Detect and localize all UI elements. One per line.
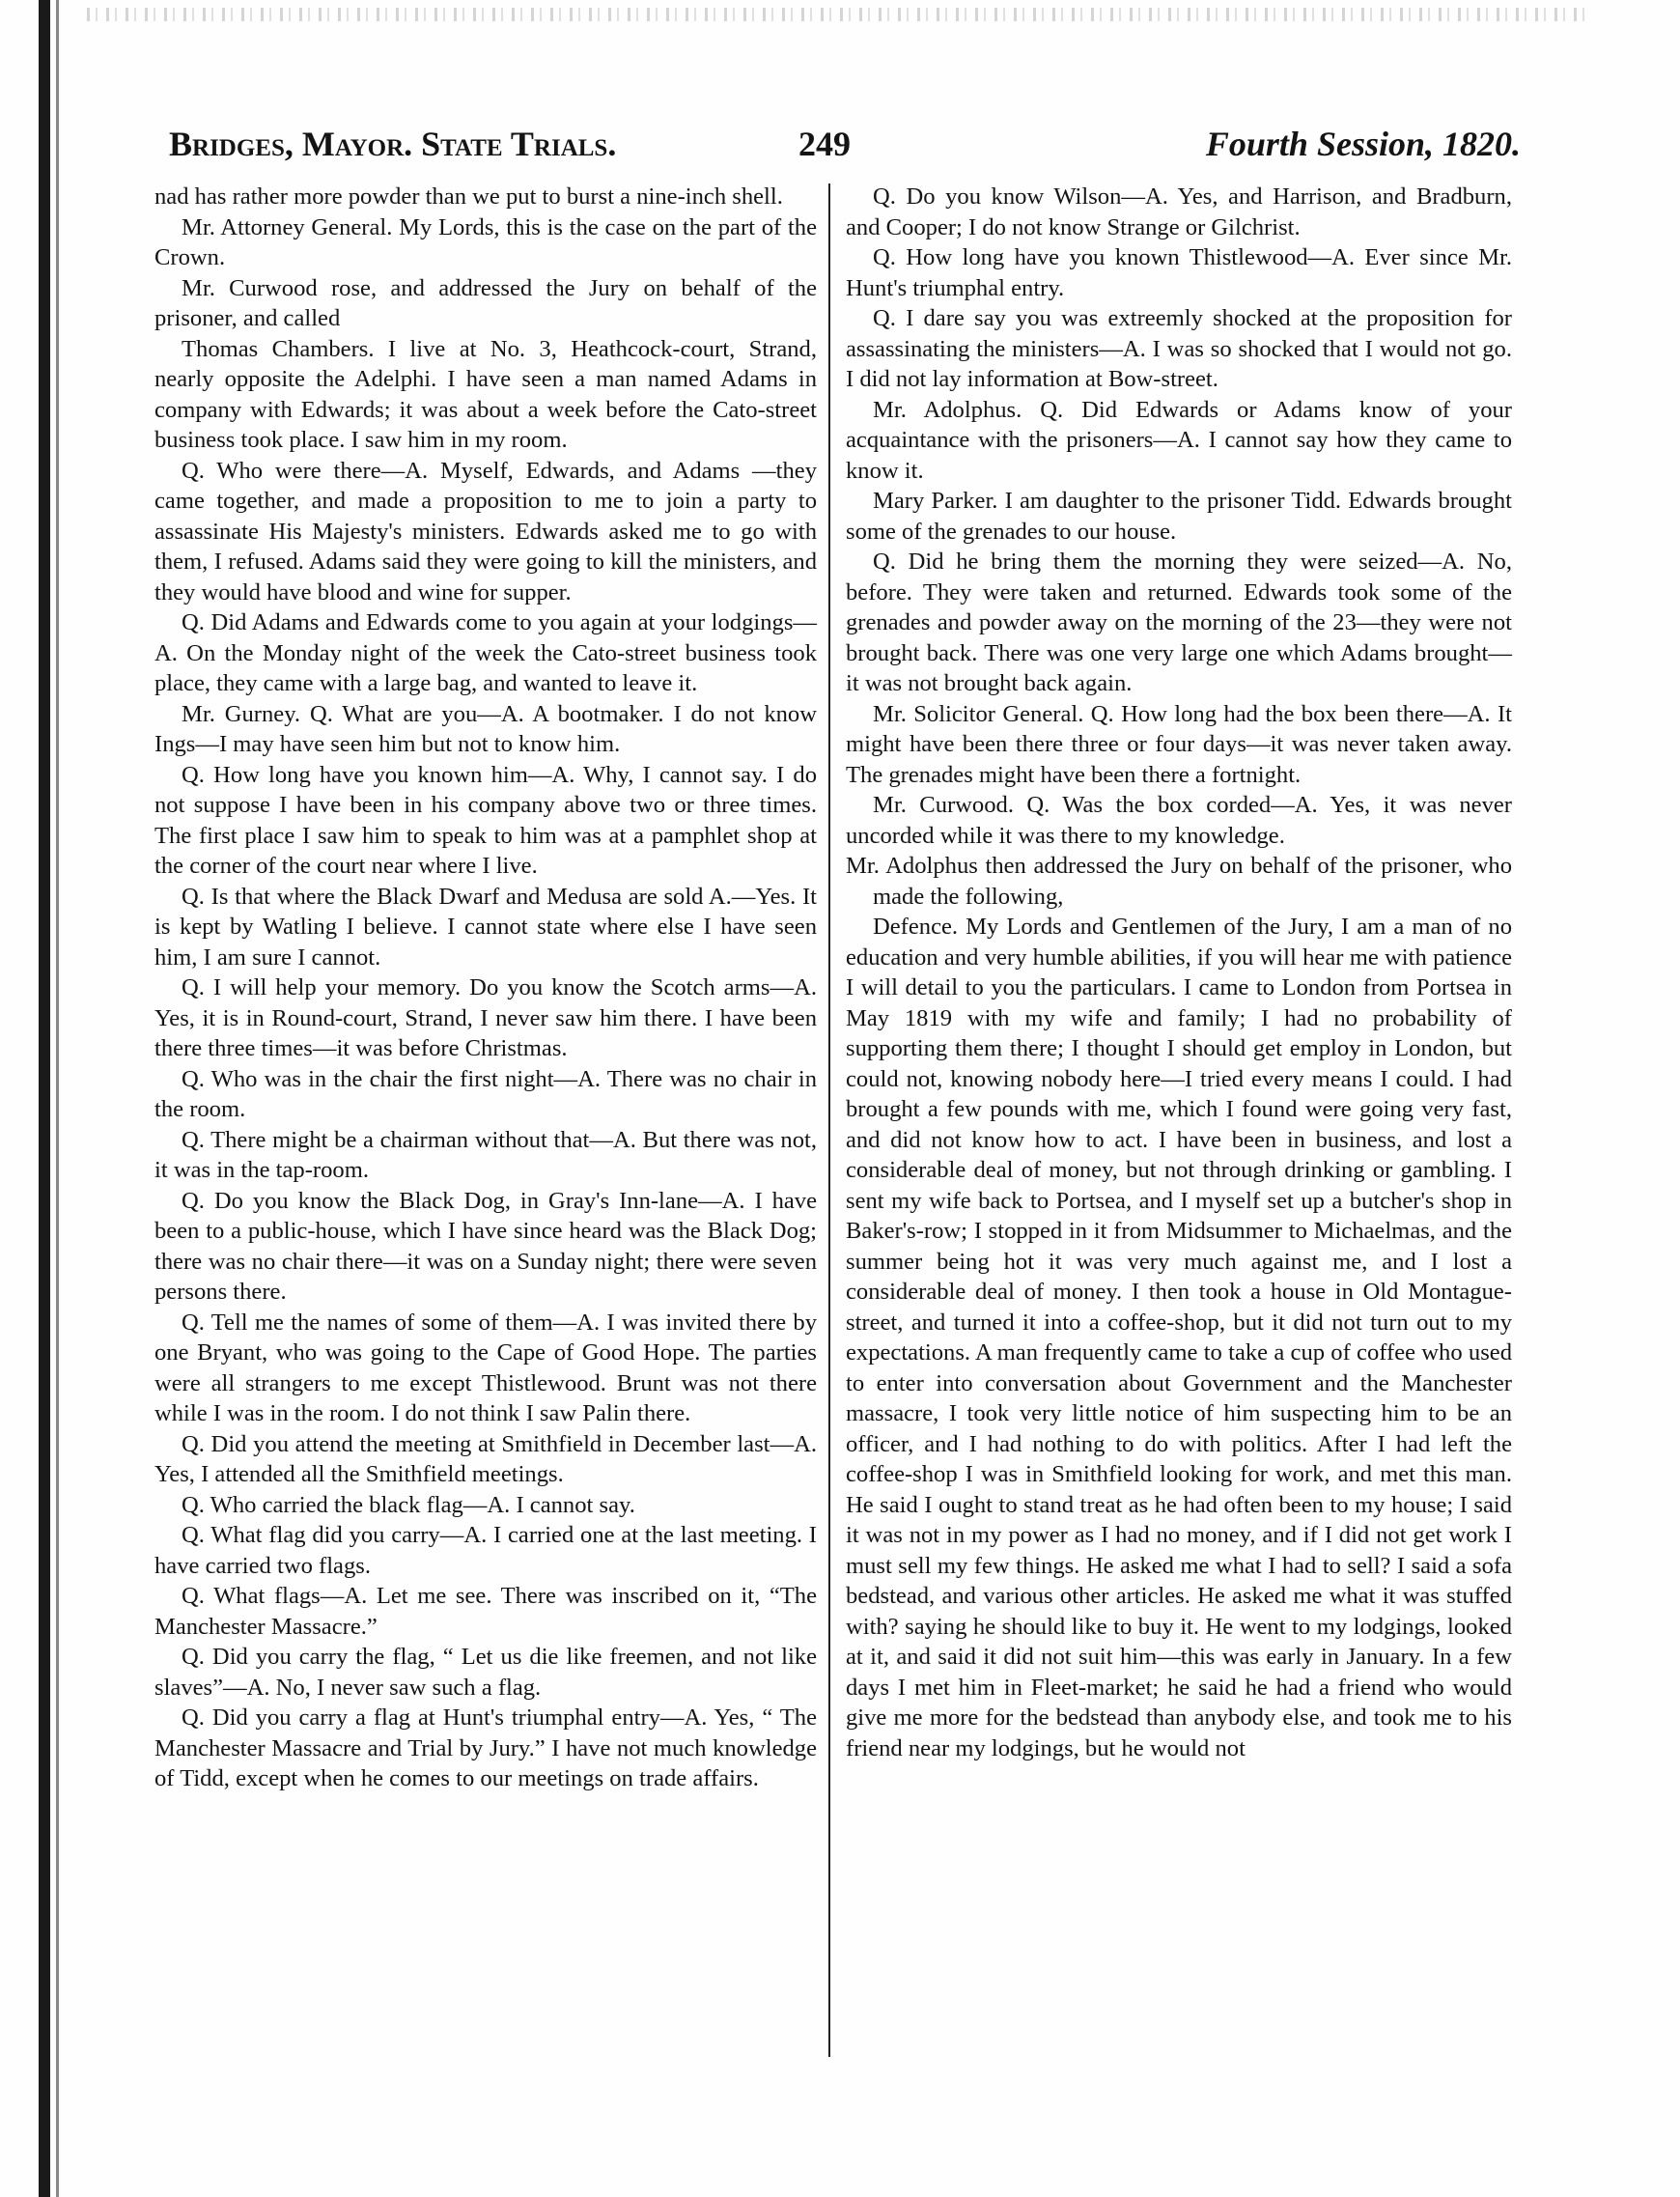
paragraph: Q. Did you carry the flag, “ Let us die like freemen, and not like slaves”—A. No, I never saw such a flag. bbox=[154, 1644, 817, 1701]
page-number: 249 bbox=[798, 125, 851, 163]
paragraph: Mr. Adolphus. Q. Did Edwards or Adams know of your acquaintance with the prisoners—A. I cannot say how they came to know it. bbox=[846, 396, 1512, 484]
paragraph: Q. There might be a chairman without that—A. But there was not, it was in the tap-room. bbox=[154, 1126, 817, 1183]
paragraph: Q. Did he bring them the morning they were seized—A. No, before. They were taken and returned. Edwards took some of the grenades and powder away on the morning of the 23—they were not brought back. There was one very large one which Adams brought—it was not brought back again. bbox=[846, 549, 1512, 696]
paragraph: Q. How long have you known him—A. Why, I cannot say. I do not suppose I have been in his company above two or three times. The first place I saw him to speak to him was at a pamphlet shop at the corner of the court near where I live. bbox=[154, 761, 817, 879]
paragraph: Mr. Curwood rose, and addressed the Jury on behalf of the prisoner, and called bbox=[154, 274, 817, 331]
paragraph: Q. Tell me the names of some of them—A. I was invited there by one Bryant, who was going to the Cape of Good Hope. The parties were all strangers to me except Thistlewood. Brunt was not there while I was in the room. I do not think I saw Palin there. bbox=[154, 1309, 817, 1426]
paragraph: Q. I dare say you was extreemly shocked at the proposition for assassinating the ministers—A. I was so shocked that I would not go. I did not lay information at Bow-street. bbox=[846, 305, 1512, 392]
paragraph: Q. Did you carry a flag at Hunt's triumphal entry—A. Yes, “ The Manchester Massacre and Trial by Jury.” I have not much knowledge of Tidd, except when he comes to our meetings on trade affairs. bbox=[154, 1704, 817, 1791]
paragraph: Mr. Solicitor General. Q. How long had the box been there—A. It might have been there three or four days—it was never taken away. The grenades might have been there a fortnight. bbox=[846, 700, 1512, 788]
paragraph: Mary Parker. I am daughter to the prisoner Tidd. Edwards brought some of the grenades to our house. bbox=[846, 488, 1512, 545]
paragraph: Q. I will help your memory. Do you know the Scotch arms—A. Yes, it is in Round-court, Strand, I never saw him there. I have been there three times—it was before Christmas. bbox=[154, 974, 817, 1061]
paragraph: Thomas Chambers. I live at No. 3, Heathcock-court, Strand, nearly opposite the Adelphi. I have seen a man named Adams in company with Edwards; it was about a week before the Cato-street business took place. I saw him in my room. bbox=[154, 335, 817, 453]
scan-noise bbox=[87, 8, 1593, 21]
paragraph: Mr. Attorney General. My Lords, this is the case on the part of the Crown. bbox=[154, 213, 817, 270]
paragraph: nad has rather more powder than we put to burst a nine-inch shell. bbox=[154, 183, 783, 210]
paragraph: Mr. Adolphus then addressed the Jury on behalf of the prisoner, who made the following, bbox=[846, 853, 1512, 910]
header-right: Fourth Session, 1820. bbox=[1205, 125, 1521, 163]
binding-edge bbox=[39, 0, 50, 2197]
header-left: Bridges, Mayor. State Trials. bbox=[169, 125, 617, 163]
paragraph: Q. What flag did you carry—A. I carried one at the last meeting. I have carried two flags. bbox=[154, 1522, 817, 1579]
left-column bbox=[154, 182, 817, 1794]
paragraph: Q. Is that where the Black Dwarf and Medusa are sold A.—Yes. It is kept by Watling I believe. I cannot state where else I have seen him, I am sure I cannot. bbox=[154, 883, 817, 971]
running-header bbox=[169, 124, 1521, 172]
paragraph: Q. Do you know Wilson—A. Yes, and Harrison, and Bradburn, and Cooper; I do not know Strange or Gilchrist. bbox=[846, 183, 1512, 240]
paragraph: Q. Do you know the Black Dog, in Gray's Inn-lane—A. I have been to a public-house, which I have since heard was the Black Dog; there was no chair there—it was on a Sunday night; there were seven persons there. bbox=[154, 1187, 817, 1305]
column-rule bbox=[828, 183, 830, 2057]
paragraph: Mr. Gurney. Q. What are you—A. A bootmaker. I do not know Ings—I may have seen him but not to know him. bbox=[154, 700, 817, 757]
paragraph: Q. Who carried the black flag—A. I cannot say. bbox=[182, 1491, 635, 1518]
right-column bbox=[846, 182, 1512, 1763]
paragraph: Q. Did you attend the meeting at Smithfield in December last—A. Yes, I attended all the Smithfield meetings. bbox=[154, 1430, 817, 1487]
paragraph: Q. Did Adams and Edwards come to you again at your lodgings—A. On the Monday night of the week the Cato-street business took place, they came with a large bag, and wanted to leave it. bbox=[154, 609, 817, 696]
paragraph: Defence. My Lords and Gentlemen of the Jury, I am a man of no education and very humble abilities, if you will hear me with patience I will detail to you the particulars. I came to London from Portsea in May 1819 with my wife and family; I had no probability of supporting them there; I thought I should get employ in London, but could not, knowing nobody here—I tried every means I could. I had brought a few pounds with me, which I found were going very fast, and did not know how to act. I have been in business, and lost a considerable deal of money, but not through drinking or gambling. I sent my wife back to Portsea, and I myself set up a butcher's shop in Baker's-row; I stopped in it from Midsummer to Michaelmas, and the summer being hot it was very much against me, and I lost a considerable deal of money. I then took a house in Old Montague-street, and turned it into a coffee-shop, but it did not turn out to my expectations. A man frequently came to take a cup of coffee who used to enter into conversation about Government and the Manchester massacre, I took very little notice of him suspecting him to be an officer, and I had nothing to do with politics. After I had left the coffee-shop I was in Smithfield looking for work, and met this man. He said I ought to stand treat as he had often been to my house; I said it was not in my power as I had no money, and if I did not get work I must sell my few things. He asked me what I had to sell? I said a sofa bedstead, and various other articles. He asked me what it was stuffed with? saying he should like to buy it. He went to my lodgings, looked at it, and said it did not suit him—this was early in January. In a few days I met him in Fleet-market; he said he had a friend who would give me more for the bedstead than anybody else, and took me to his friend near my lodgings, but he would not bbox=[846, 914, 1512, 1761]
paragraph: Q. What flags—A. Let me see. There was inscribed on it, “The Manchester Massacre.” bbox=[154, 1583, 817, 1640]
paragraph: Q. Who was in the chair the first night—A. There was no chair in the room. bbox=[154, 1065, 817, 1122]
paragraph: Q. Who were there—A. Myself, Edwards, and Adams —they came together, and made a proposition to me to join a party to assassinate His Majesty's ministers. Edwards asked me to go with them, I refused. Adams said they were going to kill the ministers, and they would have blood and wine for supper. bbox=[154, 457, 817, 606]
paragraph: Mr. Curwood. Q. Was the box corded—A. Yes, it was never uncorded while it was there to my knowledge. bbox=[846, 792, 1512, 849]
paragraph: Q. How long have you known Thistlewood—A. Ever since Mr. Hunt's triumphal entry. bbox=[846, 244, 1512, 301]
binding-shadow bbox=[56, 0, 59, 2197]
